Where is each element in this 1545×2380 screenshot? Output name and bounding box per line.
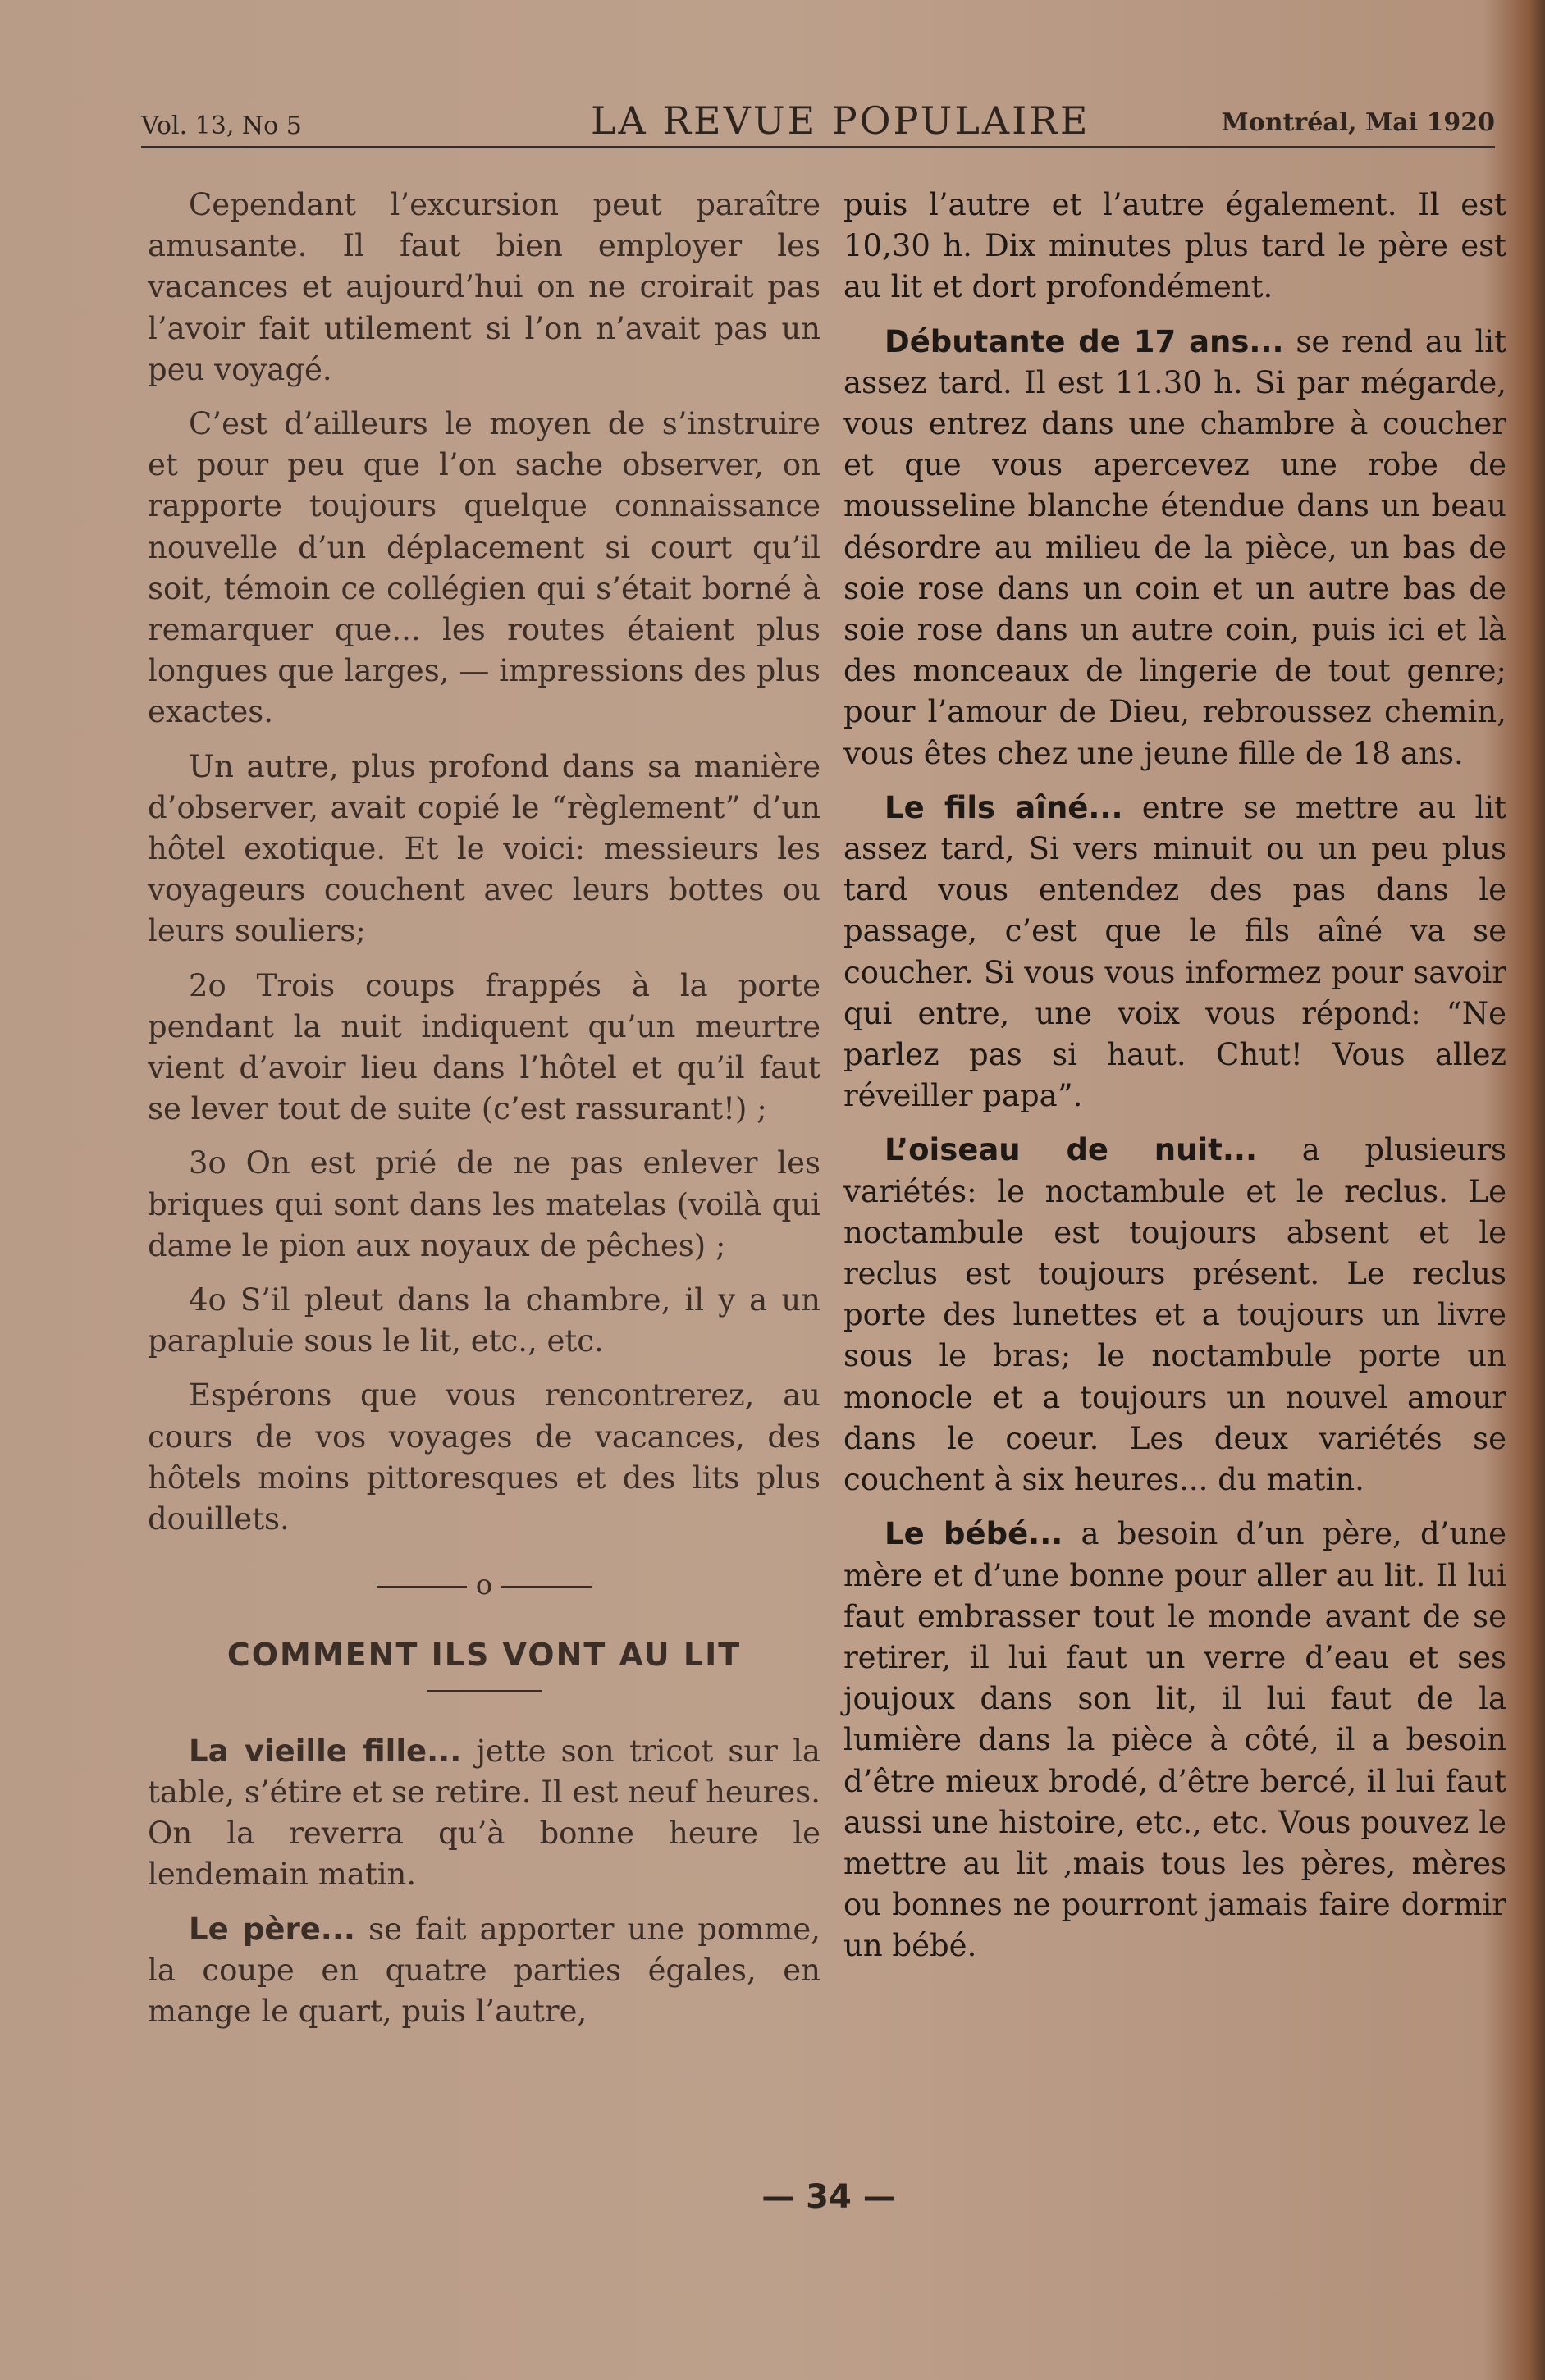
- paragraph: 4o S’il pleut dans la chambre, il y a un parapluie sous le lit, etc., etc.: [148, 1282, 820, 1359]
- separator-line: [501, 1586, 592, 1588]
- journal-title: LA REVUE POPULAIRE: [591, 98, 1090, 143]
- paragraph: 2o Trois coups frappés à la porte pendant la nuit indiquent qu’un meurtre vient d’avoir lieu dans l’hôtel et qu’il faut se lever tout de suite (c’est rassurant!) ;: [148, 967, 820, 1127]
- paragraph-continued: puis l’autre et l’autre également. Il est 10,30 h. Dix minutes plus tard le père est au lit et dort profondément.: [843, 187, 1506, 305]
- paragraph: C’est d’ailleurs le moyen de s’instruire et pour peu que l’on sache observer, on rapporte toujours quelque connaissance nouvelle d’un déplacement si court qu’il soit, témoin ce collégien qui s’était borné à remarquer que... les routes étaient plus longues que larges, — impressions des plus exactes.: [148, 406, 820, 730]
- running-header: [141, 97, 1495, 148]
- entry-keyword: Le père...: [189, 1911, 355, 1947]
- left-column: [148, 185, 820, 2045]
- entry-keyword: L’oiseau de nuit...: [884, 1132, 1258, 1168]
- place-date: Montréal, Mai 1920: [1221, 108, 1495, 137]
- entry-keyword: Débutante de 17 ans...: [884, 323, 1284, 359]
- entry-text: se rend au lit assez tard. Il est 11.30 h. Si par mégarde, vous entrez dans une chambre à coucher et que vous apercevez une robe de mousseline blanche étendue dans un beau désordre au milieu de la pièce, un bas de soie rose dans un coin et un autre bas de soie rose dans un autre coin, puis ici et là des monceaux de lingerie de tout genre; pour l’amour de Dieu, rebroussez chemin, vous êtes chez une jeune fille de 18 ans.: [843, 323, 1507, 771]
- entry-text: se fait apporter une pomme, la coupe en quatre parties égales, en mange le quart, puis l’autre,: [148, 1911, 820, 2029]
- entry-bebe: [843, 1514, 1506, 1967]
- section-separator: [148, 1565, 820, 1606]
- entry-keyword: La vieille fille...: [189, 1733, 462, 1769]
- entry-fils-aine: [843, 788, 1506, 1117]
- entry-text: a plusieurs variétés: le noctambule et le reclus. Le noctambule est toujours absent et le reclus est toujours présent. Le reclus porte des lunettes et a toujours un livre sous le bras; le noctambule porte un monocle et a toujours un nouvel amour dans le coeur. Les deux variétés se couchent à six heures... du matin.: [843, 1132, 1506, 1498]
- separator-mark: o: [475, 1569, 493, 1602]
- volume-number: Vol. 13, No 5: [141, 112, 302, 140]
- section-title: COMMENT ILS VONT AU LIT: [226, 1636, 742, 1673]
- page-number: — 34 —: [761, 2178, 896, 2216]
- title-rule: [427, 1690, 542, 1692]
- entry-text: jette son tricot sur la table, s’étire et se retire. Il est neuf heures. On la reverra qu’à bonne heure le lendemain matin.: [148, 1733, 820, 1893]
- entry-debutante: [843, 322, 1506, 774]
- paragraph: Cependant l’excursion peut paraître amusante. Il faut bien employer les vacances et aujourd’hui on ne croirait pas l’avoir fait utilement si l’on n’avait pas un peu voyagé.: [148, 187, 820, 387]
- entry-pere: [148, 1909, 820, 2033]
- entry-keyword: Le bébé...: [884, 1516, 1063, 1552]
- entry-text: entre se mettre au lit assez tard, Si vers minuit ou un peu plus tard vous entendez des pas dans le passage, c’est que le fils aîné va se coucher. Si vous vous informez pour savoir qui entre, une voix vous répond: “Ne parlez pas si haut. Chut! Vous allez réveiller papa”.: [843, 789, 1506, 1114]
- right-column: [843, 185, 1506, 1980]
- entry-oiseau-de-nuit: [843, 1130, 1506, 1501]
- paragraph: Un autre, plus profond dans sa manière d’observer, avait copié le “règlement” d’un hôtel exotique. Et le voici: messieurs les voyageurs couchent avec leurs bottes ou leurs souliers;: [148, 748, 820, 949]
- entry-keyword: Le fils aîné...: [884, 789, 1123, 825]
- paragraph: Espérons que vous rencontrerez, au cours de vos voyages de vacances, des hôtels moins pittoresques et des lits plus douillets.: [148, 1377, 820, 1537]
- entry-vieille-fille: [148, 1731, 820, 1896]
- entry-text: a besoin d’un père, d’une mère et d’une bonne pour aller au lit. Il lui faut embrasser tout le monde avant de se retirer, il lui faut un verre d’eau et ses joujoux dans son lit, il lui faut de la lumière dans la pièce à côté, il a besoin d’être mieux brodé, d’être bercé, il lui faut aussi une histoire, etc., etc. Vous pouvez le mettre au lit ,mais tous les pères, mères ou bonnes ne pourront jamais faire dormir un bébé.: [843, 1516, 1506, 1964]
- separator-line: [377, 1586, 467, 1588]
- paragraph: 3o On est prié de ne pas enlever les briques qui sont dans les matelas (voilà qui dame le pion aux noyaux de pêches) ;: [148, 1145, 820, 1263]
